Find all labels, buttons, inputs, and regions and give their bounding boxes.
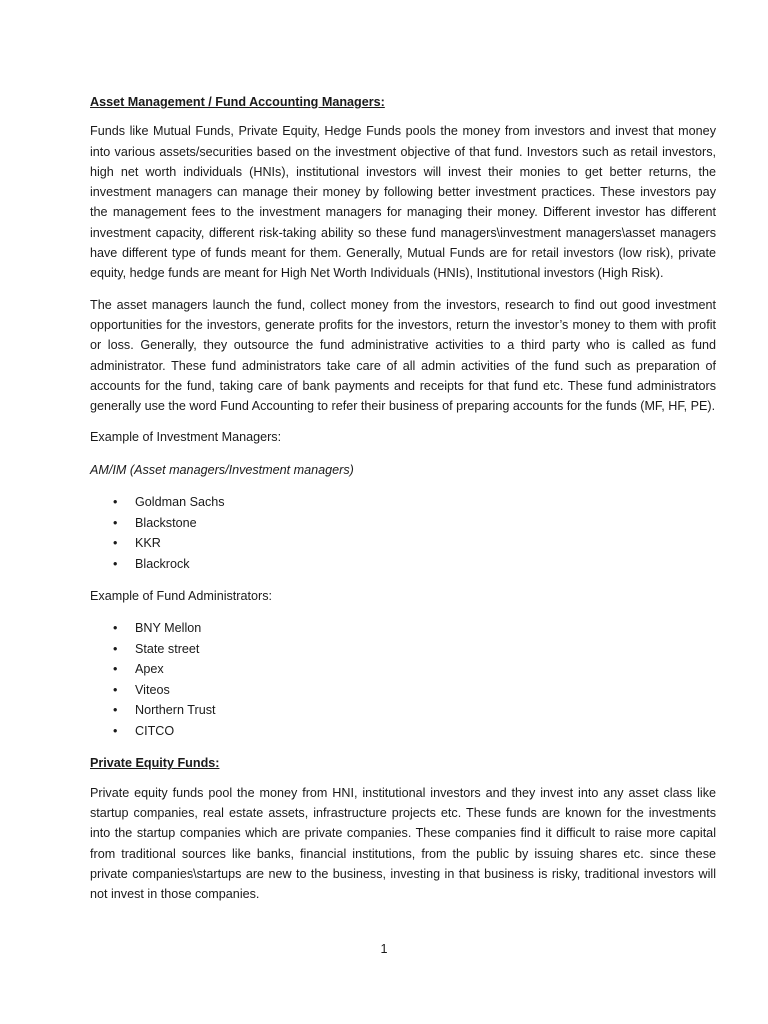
document-page: [90, 92, 716, 915]
list-item: [90, 513, 716, 534]
list-item-label: BNY Mellon: [135, 621, 202, 636]
fund-administrators-list: [90, 618, 716, 741]
bullet-icon: •: [113, 621, 118, 636]
list-item: [90, 700, 716, 721]
paragraph-private-equity: Private equity funds pool the money from HNI, institutional investors and they invest into any asset class like startup companies, real estate assets, infrastructure projects etc. These funds are known for the investments into the startup companies which are private companies. These companies find it difficult to raise more capital from traditional sources like banks, financial institutions, from the public by issuing shares etc. since these private companies\startups are new to the business, investing in that business is risky, traditional investors will not invest in those companies.: [90, 785, 716, 902]
bullet-icon: •: [113, 536, 118, 551]
bullet-icon: •: [113, 723, 118, 738]
bullet-icon: •: [113, 662, 118, 677]
list-item-label: State street: [135, 641, 200, 656]
list-item: [90, 721, 716, 742]
investment-managers-label: Example of Investment Managers:: [90, 430, 282, 445]
list-item: [90, 492, 716, 513]
list-item: [90, 680, 716, 701]
list-item: [90, 554, 716, 575]
bullet-icon: •: [113, 556, 118, 571]
page-number: 1: [380, 942, 388, 956]
bullet-icon: •: [113, 495, 118, 510]
list-item: [90, 659, 716, 680]
list-item-label: Viteos: [135, 682, 170, 697]
paragraph-funds-overview: Funds like Mutual Funds, Private Equity, Hedge Funds pools the money from investors and invest that money into various assets/securities based on the investment objective of that fund. Investors such as retail investors, high net worth individuals (HNIs), institutional investors will invest their monies to get better returns, the investment managers can manage their money by following better investment practices. These investors pay the management fees to the investment managers for managing their money. Different investor has different investment capacity, different risk-taking ability so these fund managers\investment managers\asset managers have different type of funds meant for them. Generally, Mutual Funds are for retail investors (low risk), private equity, hedge funds are meant for High Net Worth Individuals (HNIs), Institutional investors (High Risk).: [90, 124, 716, 281]
paragraph-asset-managers: The asset managers launch the fund, collect money from the investors, research to find out good investment opportunities for the investors, generate profits for the investors, return the investor’s money to them with profit or loss. Generally, they outsource the fund administrative activities to a third party who is called as fund administrator. These fund administrators take care of all admin activities of the fund such as preparation of accounts for the fund, taking care of bank payments and receipts for that fund etc. These fund administrators generally use the word Fund Accounting to refer their business of preparing accounts for the funds (MF, HF, PE).: [90, 297, 716, 414]
list-item-label: KKR: [135, 536, 161, 551]
list-item-label: Apex: [135, 662, 164, 677]
list-item-label: Blackrock: [135, 556, 190, 571]
bullet-icon: •: [113, 641, 118, 656]
list-item-label: Blackstone: [135, 515, 197, 530]
fund-administrators-label: Example of Fund Administrators:: [90, 589, 272, 604]
bullet-icon: •: [113, 515, 118, 530]
section-heading-private-equity: Private Equity Funds:: [90, 756, 220, 771]
list-item: [90, 618, 716, 639]
investment-managers-subtitle: AM/IM (Asset managers/Investment managers): [90, 462, 354, 477]
list-item-label: Northern Trust: [135, 703, 216, 718]
list-item-label: Goldman Sachs: [135, 495, 225, 510]
investment-managers-list: [90, 492, 716, 574]
list-item: [90, 533, 716, 554]
section-heading-asset-management: Asset Management / Fund Accounting Managers:: [90, 95, 385, 109]
bullet-icon: •: [113, 703, 118, 718]
list-item: [90, 639, 716, 660]
bullet-icon: •: [113, 682, 118, 697]
list-item-label: CITCO: [135, 723, 175, 738]
